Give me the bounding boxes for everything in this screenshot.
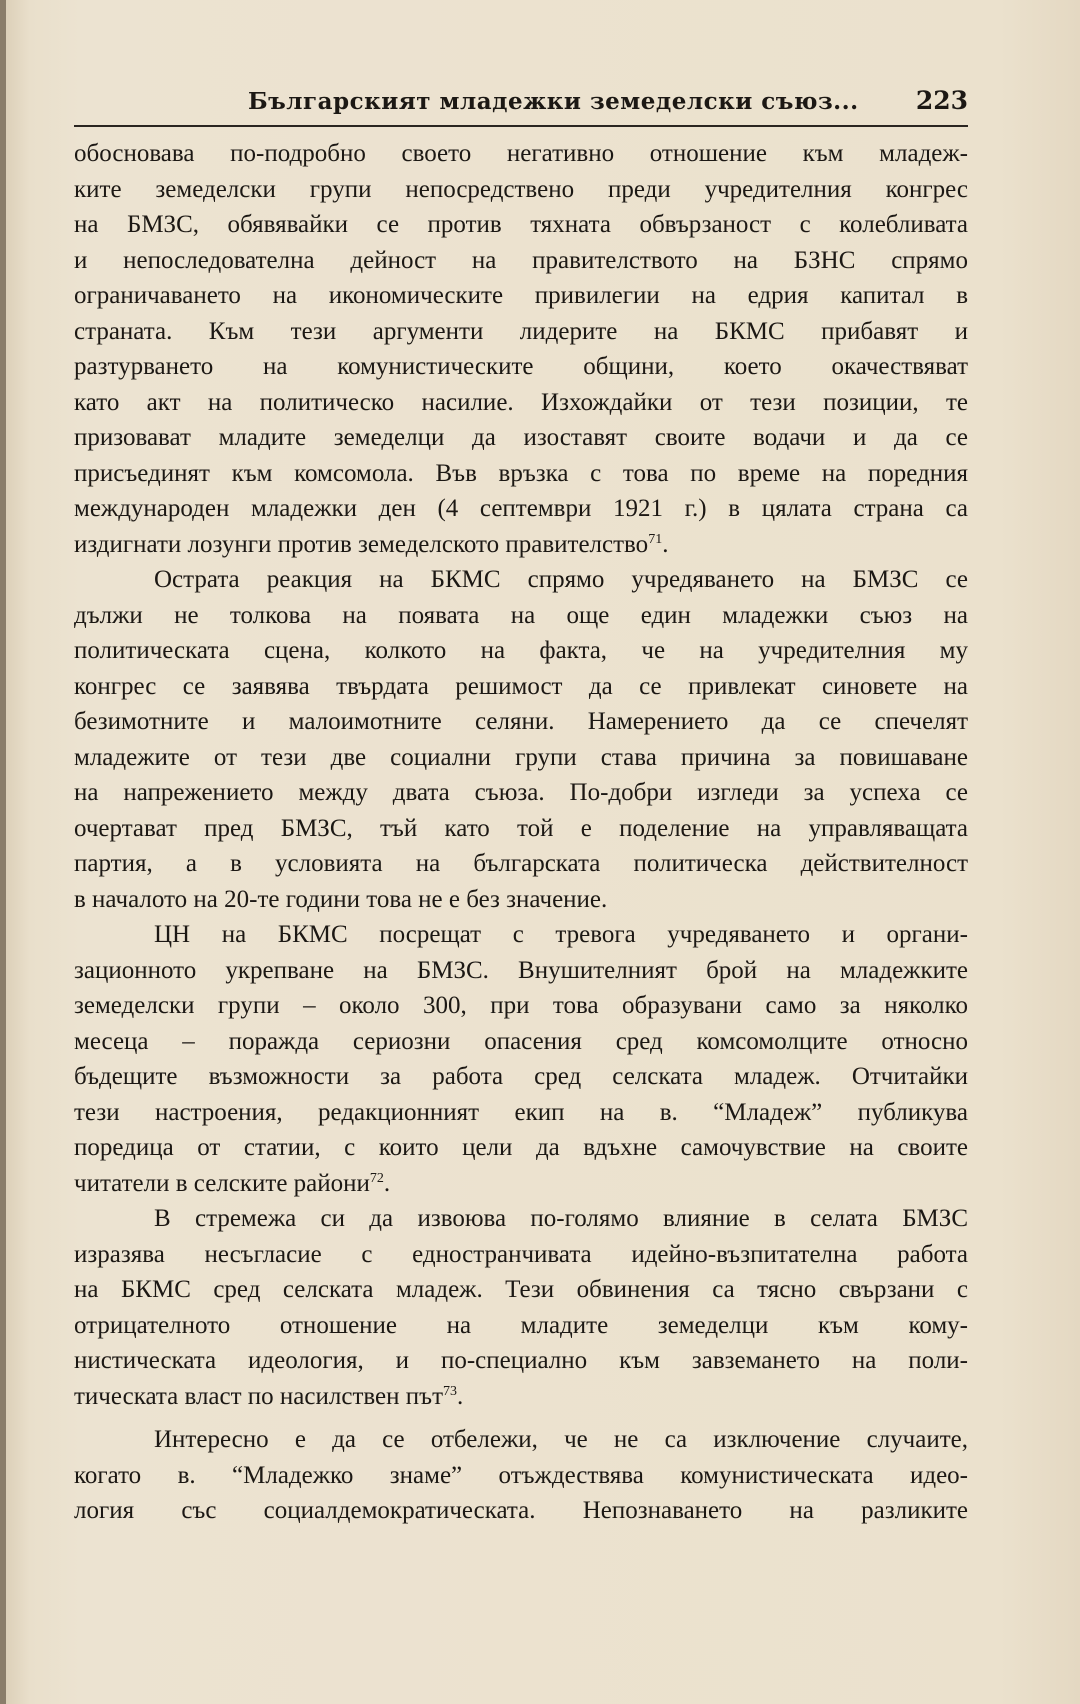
running-title: Българският младежки земеделски съюз... — [248, 88, 859, 115]
line-text: конгрес се заявява твърдата решимост да се привлекат синовете на — [74, 672, 968, 700]
text-line — [74, 1095, 968, 1131]
text-line — [74, 1422, 968, 1458]
paragraph-3 — [74, 917, 968, 1201]
text-line — [74, 988, 968, 1024]
text-line — [74, 1493, 968, 1529]
line-text: дължи не толкова на появата на още един младежки съюз на — [74, 601, 968, 629]
text-line — [74, 1130, 968, 1166]
sentence-end: . — [457, 1382, 464, 1410]
text-line — [74, 207, 968, 243]
line-text: в началото на 20-те години това не е без значение. — [74, 885, 608, 913]
line-text: международен младежки ден (4 септември 1921 г.) в цялата страна са — [74, 495, 968, 522]
text-line — [74, 953, 968, 989]
line-text: на БМЗС, обявявайки се против тяхната обвързаност с колебливата — [74, 211, 968, 238]
line-text: логия със социалдемократическата. Непознаването на разликите — [74, 1497, 968, 1524]
body-text — [74, 136, 968, 1529]
sentence-end: . — [662, 530, 669, 558]
header-rule — [74, 125, 968, 127]
text-line — [74, 243, 968, 279]
paragraph-1 — [74, 136, 968, 562]
line-text: и непоследователна дейност на правителството на БЗНС спрямо — [74, 246, 968, 274]
text-line — [74, 385, 968, 421]
text-line — [74, 527, 968, 563]
text-line — [74, 1201, 968, 1237]
line-text: разтурването на комунистическите общини, което окачествяват — [74, 353, 968, 380]
line-text: отрицателното отношение на младите земеделци към кому- — [74, 1311, 968, 1339]
text-line — [74, 314, 968, 350]
footnote-ref[interactable]: 71 — [648, 531, 663, 547]
paragraph-2 — [74, 562, 968, 917]
line-text: на напрежението между двата съюза. По-добри изгледи за успеха се — [74, 779, 968, 806]
text-line — [74, 882, 968, 918]
line-text: присъединят към комсомола. Във връзка с това по време на поредния — [74, 459, 968, 487]
line-text: на БКМС сред селската младеж. Тези обвинения са тясно свързани с — [74, 1276, 968, 1303]
line-text: Интересно е да се отбележи, че не са изключение случаите, — [154, 1426, 968, 1453]
text-line — [74, 562, 968, 598]
line-text: ЦН на БКМС посрещат с тревога учредяването и органи- — [154, 921, 968, 948]
line-text: бъдещите възможности за работа сред селската младеж. Отчитайки — [74, 1063, 968, 1090]
line-text: като акт на политическо насилие. Изхождайки от тези позиции, те — [74, 388, 968, 416]
running-head — [248, 88, 968, 124]
text-line — [74, 704, 968, 740]
line-text: обосновава по-подробно своето негативно отношение към младеж- — [74, 140, 968, 167]
line-text: партия, а в условията на българската политическа действителност — [74, 850, 968, 877]
text-line — [74, 136, 968, 172]
text-line — [74, 1024, 968, 1060]
page-spine-edge — [0, 0, 6, 1704]
text-line — [74, 1272, 968, 1308]
line-text: Острата реакция на БКМС спрямо учредяването на БМЗС се — [154, 566, 968, 593]
line-text: В стремежа си да извоюва по-голямо влияние в селата БМЗС — [154, 1205, 968, 1232]
text-line — [74, 1059, 968, 1095]
line-text: призовават младите земеделци да изоставят своите водачи и да се — [74, 424, 968, 451]
page-number: 223 — [915, 86, 968, 115]
text-line — [74, 740, 968, 776]
line-text: нистическата идеология, и по-специално към завземането на поли- — [74, 1347, 968, 1374]
line-text: издигнати лозунги против земеделското правителство — [74, 530, 649, 558]
line-text: когато в. “Младежко знаме” отъждествява комунистическата идео- — [74, 1461, 968, 1489]
line-text: изразява несъгласие с едностранчивата идейно-възпитателна работа — [74, 1240, 968, 1268]
line-text: тези настроения, редакционният екип на в. “Младеж” публикува — [74, 1098, 968, 1126]
footnote-ref[interactable]: 73 — [443, 1383, 457, 1399]
line-text: политическата сцена, колкото на факта, че на учредителния му — [74, 637, 968, 664]
text-line — [74, 278, 968, 314]
text-line — [74, 1379, 968, 1415]
text-line — [74, 172, 968, 208]
text-line — [74, 846, 968, 882]
line-text: ките земеделски групи непосредствено преди учредителния конгрес — [74, 175, 968, 203]
text-line — [74, 669, 968, 705]
line-text: тическата власт по насилствен път — [74, 1382, 443, 1410]
sentence-end: . — [383, 1169, 391, 1197]
text-line — [74, 1308, 968, 1344]
text-line — [74, 917, 968, 953]
text-line — [74, 1343, 968, 1379]
line-text: поредица от статии, с които цели да вдъхне самочувствие на своите — [74, 1134, 968, 1161]
paragraph-5 — [74, 1422, 968, 1529]
line-text: земеделски групи – около 300, при това образувани само за няколко — [74, 992, 968, 1019]
line-text: читатели в селските райони — [74, 1169, 370, 1197]
line-text: зационното укрепване на БМЗС. Внушителният брой на младежките — [74, 956, 968, 984]
line-text: очертават пред БМЗС, тъй като той е поделение на управляващата — [74, 814, 968, 842]
line-text: месеца – поражда сериозни опасения сред комсомолците относно — [74, 1027, 968, 1055]
text-line — [74, 1166, 968, 1202]
line-text: ограничаването на икономическите привилегии на едрия капитал в — [74, 282, 968, 309]
text-line — [74, 1237, 968, 1273]
text-line — [74, 349, 968, 385]
text-line — [74, 811, 968, 847]
line-text: страната. Към тези аргументи лидерите на БКМС прибавят и — [74, 317, 968, 345]
text-line — [74, 598, 968, 634]
text-line — [74, 420, 968, 456]
text-line — [74, 491, 968, 527]
line-text: младежите от тези две социални групи става причина за повишаване — [74, 743, 968, 771]
text-line — [74, 633, 968, 669]
footnote-ref[interactable]: 72 — [369, 1170, 384, 1186]
paragraph-4 — [74, 1201, 968, 1414]
text-line — [74, 1458, 968, 1494]
line-text: безимотните и малоимотните селяни. Намерението да се спечелят — [74, 708, 968, 735]
text-line — [74, 775, 968, 811]
text-line — [74, 456, 968, 492]
